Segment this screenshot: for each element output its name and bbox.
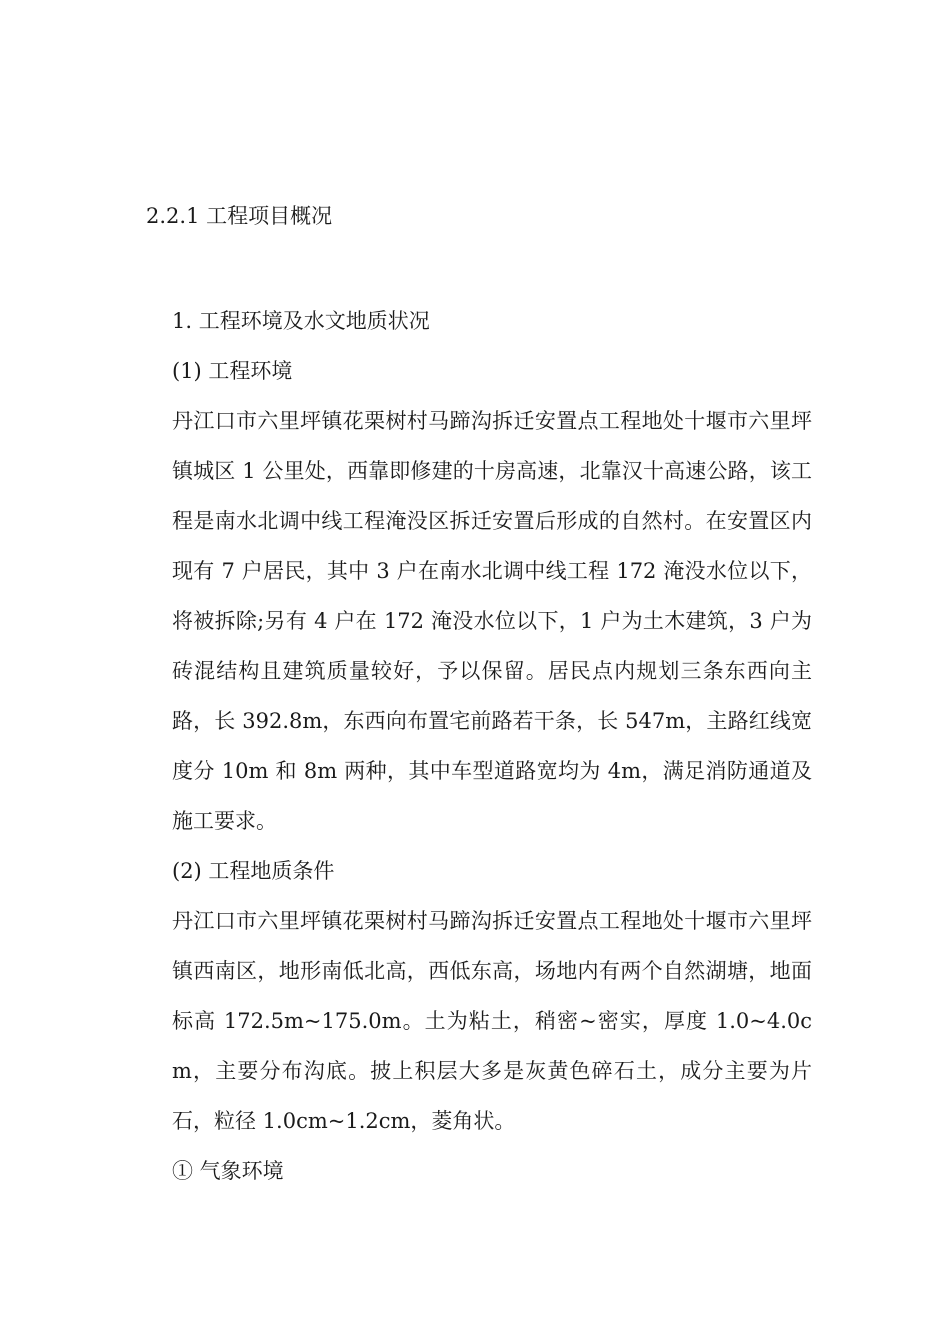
subheading-meteorological-environment: ① 气象环境	[172, 1159, 284, 1183]
heading-environment-hydrogeology: 1. 工程环境及水文地质状况	[172, 309, 430, 333]
subheading-engineering-environment: (1) 工程环境	[172, 359, 293, 383]
paragraph-engineering-environment: 丹江口市六里坪镇花栗树村马蹄沟拆迁安置点工程地处十堰市六里坪镇城区 1 公里处，西靠即修建的十房高速，北靠汉十高速公路，该工程是南水北调中线工程淹没区拆迁安置后形成的自然村。在安置区内现有 7 户居民，其中 3 户在南水北调中线工程 172 淹没水位以下，将被拆除;另有 4 户在 172 淹没水位以下，1 户为土木建筑，3 户为砖混结构且建筑质量较好，予以保留。居民点内规划三条东西向主路，长 392.8m，东西向布置宅前路若干条，长 547m，主路红线宽度分 10m 和 8m 两种，其中车型道路宽均为 4m，满足消防通道及施工要求。	[172, 409, 812, 833]
document-body	[172, 296, 812, 1196]
paragraph-geological-conditions: 丹江口市六里坪镇花栗树村马蹄沟拆迁安置点工程地处十堰市六里坪镇西南区，地形南低北高，西低东高，场地内有两个自然湖塘，地面标高 172.5m~175.0m。土为粘土，稍密~密实，厚度 1.0~4.0cm，主要分布沟底。披上积层大多是灰黄色碎石土，成分主要为片石，粒径 1.0cm~1.2cm，菱角状。	[172, 909, 812, 1133]
section-heading: 2.2.1 工程项目概况	[146, 204, 333, 228]
subheading-geological-conditions: (2) 工程地质条件	[172, 859, 335, 883]
